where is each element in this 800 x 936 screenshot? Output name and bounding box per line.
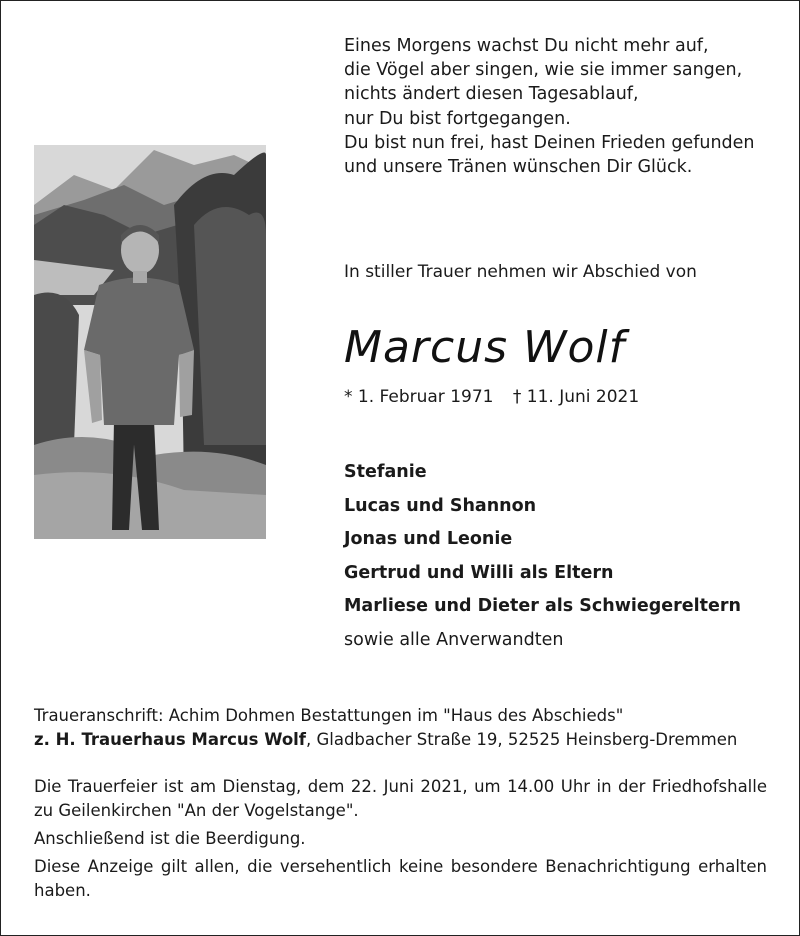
- mourner: Marliese und Dieter als Schwiegereltern: [344, 596, 741, 616]
- mourner: Stefanie: [344, 462, 427, 482]
- ceremony-paragraph: Diese Anzeige gilt allen, die versehentlich keine besondere Benachrichtigung erhalten haben.: [34, 857, 767, 900]
- poem: [344, 34, 755, 179]
- mourners-closing: sowie alle Anverwandten: [344, 629, 564, 650]
- portrait-photo: [34, 145, 266, 539]
- poem-line: die Vögel aber singen, wie sie immer sangen,: [344, 60, 743, 81]
- address-line: Traueranschrift: Achim Dohmen Bestattungen im "Haus des Abschieds": [34, 706, 624, 725]
- poem-line: Du bist nun frei, hast Deinen Frieden gefunden: [344, 132, 755, 153]
- address-street: , Gladbacher Straße 19, 52525 Heinsberg-Dremmen: [305, 730, 738, 749]
- poem-line: nur Du bist fortgegangen.: [344, 108, 571, 129]
- mourners-list: [344, 460, 741, 652]
- ceremony-details: [34, 775, 767, 907]
- death-date: † 11. Juni 2021: [512, 387, 640, 407]
- farewell-intro: In stiller Trauer nehmen wir Abschied von: [344, 262, 697, 282]
- mourner: Lucas und Shannon: [344, 495, 537, 516]
- poem-line: und unsere Tränen wünschen Dir Glück.: [344, 157, 693, 178]
- ceremony-paragraph: Anschließend ist die Beerdigung.: [34, 829, 306, 848]
- address-line: [34, 728, 737, 752]
- ceremony-paragraph: Die Trauerfeier ist am Dienstag, dem 22. Juni 2021, um 14.00 Uhr in der Friedhofshalle zu Geilenkirchen "An der Vogelstange".: [34, 777, 767, 820]
- life-dates: [344, 387, 653, 407]
- birth-date: * 1. Februar 1971: [344, 387, 494, 407]
- mourner: Gertrud und Willi als Eltern: [344, 562, 614, 583]
- poem-line: Eines Morgens wachst Du nicht mehr auf,: [344, 36, 709, 56]
- poem-line: nichts ändert diesen Tagesablauf,: [344, 84, 639, 105]
- mourning-address: [34, 704, 737, 752]
- deceased-name: Marcus Wolf: [344, 322, 626, 373]
- address-recipient: z. H. Trauerhaus Marcus Wolf: [34, 730, 306, 749]
- mourner: Jonas und Leonie: [344, 529, 513, 549]
